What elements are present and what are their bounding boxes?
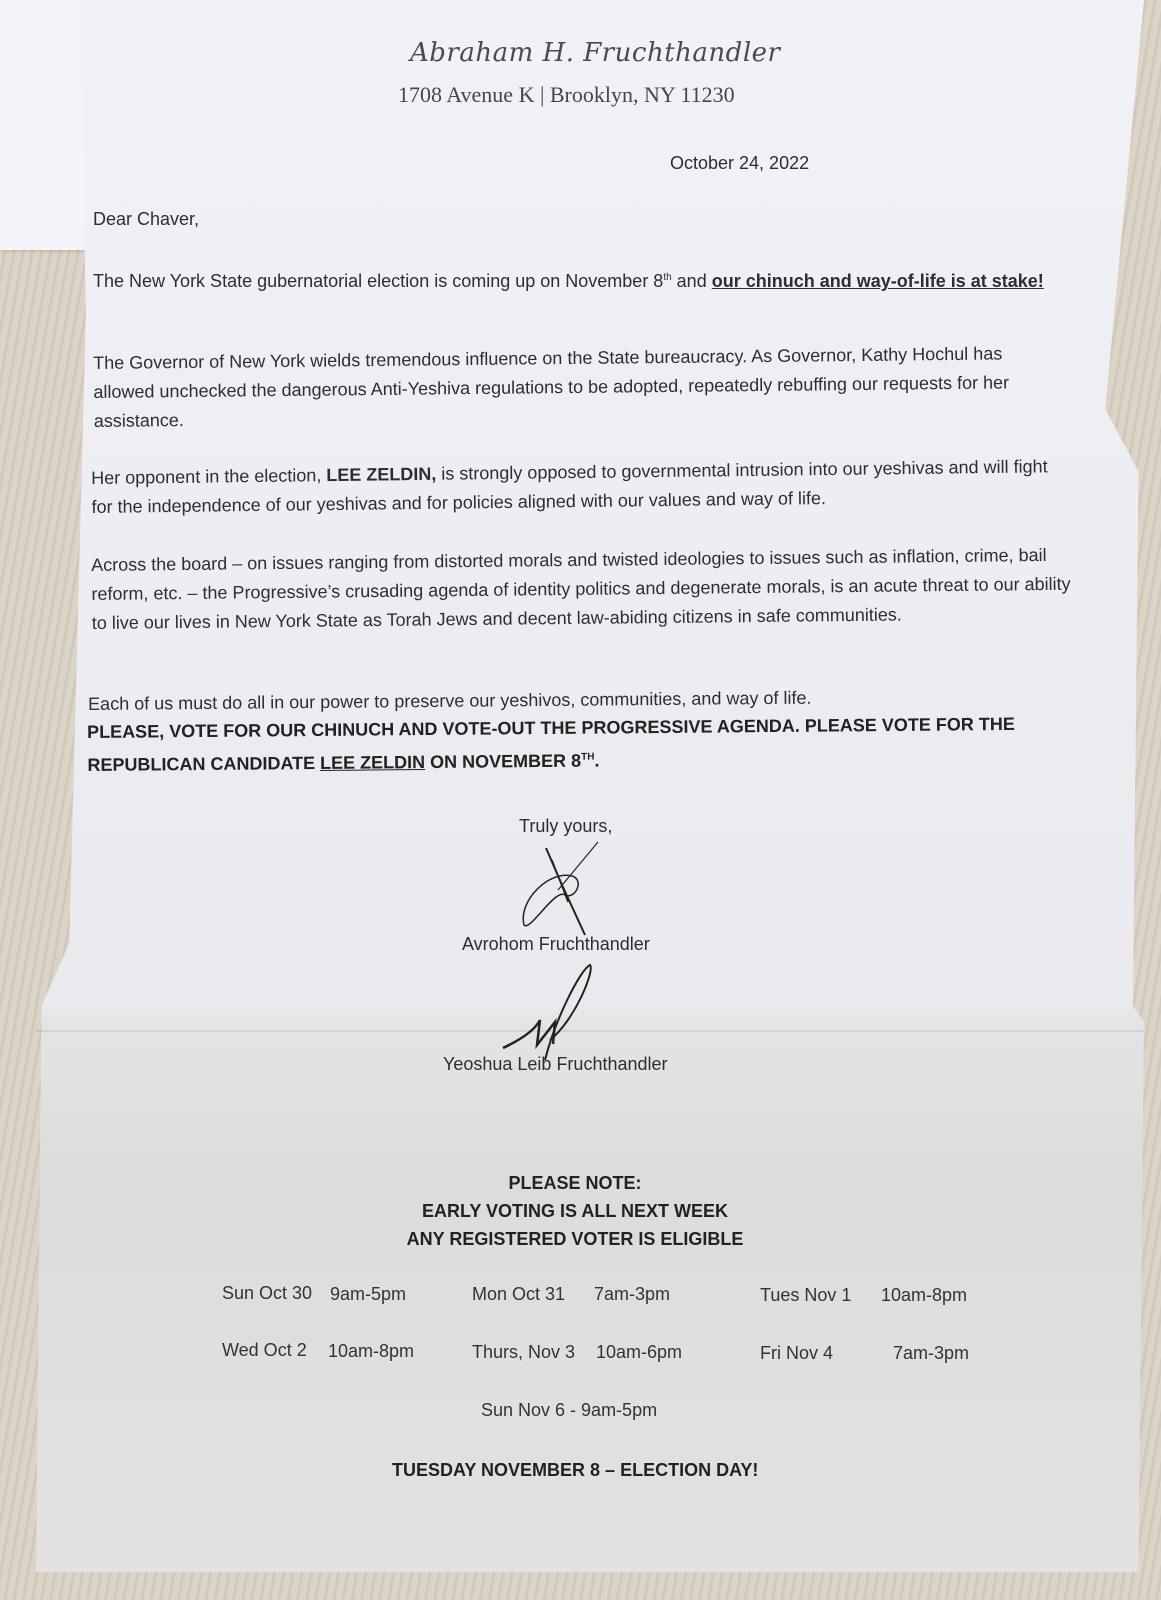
closing: Truly yours,: [519, 816, 613, 836]
p1-sup: th: [663, 272, 672, 283]
schedule-hours: 7am-3pm: [893, 1343, 970, 1363]
cta-sup: TH: [581, 751, 595, 763]
note-early-voting: EARLY VOTING IS ALL NEXT WEEK: [421, 1201, 729, 1221]
cta-end: .: [594, 750, 600, 771]
paragraph-election: [93, 263, 1058, 296]
p1-emphasis: our chinuch and way-of-life is at stake!: [711, 271, 1044, 291]
candidate-name-bold: LEE ZELDIN,: [326, 463, 437, 486]
signatory-2-name: Yeoshua Leib Fruchthandler: [443, 1054, 668, 1074]
paragraph-preserve: Each of us must do all in our power to preserve our yeshivos, communities, and way of life.: [88, 687, 812, 714]
schedule-hours: 10am-6pm: [596, 1342, 683, 1362]
schedule-day: Sun Oct 30: [222, 1283, 313, 1303]
schedule-final-sunday: Sun Nov 6 - 9am-5pm: [481, 1400, 658, 1420]
signatory-1-name: Avrohom Fruchthandler: [462, 934, 650, 954]
election-day-banner: TUESDAY NOVEMBER 8 – ELECTION DAY!: [392, 1460, 759, 1480]
schedule-day: Wed Oct 2: [222, 1340, 307, 1360]
letterhead-address: 1708 Avenue K | Brooklyn, NY 11230: [398, 82, 735, 107]
note-title: PLEASE NOTE:: [508, 1173, 642, 1193]
schedule-hours: 10am-8pm: [328, 1341, 415, 1361]
letter-date: October 24, 2022: [670, 153, 810, 173]
schedule-day: Mon Oct 31: [472, 1284, 566, 1304]
salutation: Dear Chaver,: [93, 209, 200, 229]
schedule-day: Fri Nov 4: [760, 1343, 834, 1363]
envelope-corner: [0, 0, 90, 250]
p3-after: is strongly opposed to governmental intrusion into our yeshivas and will fight for the independence of our yeshivas and for policies aligned with our values and way of life.: [91, 456, 1048, 517]
paragraph-opponent: [91, 452, 1074, 522]
letter-paper: [36, 0, 1144, 1572]
p3-before: Her opponent in the election,: [91, 465, 327, 488]
schedule-day: Thurs, Nov 3: [472, 1342, 576, 1362]
letterhead-name: Abraham H. Fruchthandler: [410, 38, 781, 68]
schedule-hours: 9am-5pm: [330, 1284, 407, 1304]
schedule-hours: 10am-8pm: [881, 1285, 968, 1305]
p1-text-after: and: [671, 271, 712, 291]
paragraph-governor: The Governor of New York wields tremendous influence on the State bureaucracy. As Governor, Kathy Hochul has allowed unchecked the dangerous Anti-Yeshiva regulations to be adopted, repeatedly rebuffing our requests for her assistance.: [93, 343, 1010, 431]
schedule-day: Tues Nov 1: [760, 1285, 852, 1305]
schedule-hours: 7am-3pm: [594, 1284, 671, 1304]
cta-before: PLEASE, VOTE FOR OUR CHINUCH AND VOTE-OUT THE PROGRESSIVE AGENDA. PLEASE VOTE FOR THE REPUBLICAN CANDIDATE: [87, 713, 1015, 775]
p1-text: The New York State gubernatorial election is coming up on November 8: [93, 271, 664, 291]
paragraph-progressive: Across the board – on issues ranging from distorted morals and twisted ideologies to issues such as inflation, crime, bail reform, etc. – the Progressive’s crusading agenda of identity politics and degenerate morals, is an acute threat to our ability to live our lives in New York State as Torah Jews and decent law-abiding citizens in safe communities.: [91, 544, 1071, 633]
cta-candidate: LEE ZELDIN: [319, 752, 426, 773]
cta-after: ON NOVEMBER 8: [425, 750, 582, 773]
call-to-action: [87, 708, 1078, 780]
note-eligibility: ANY REGISTERED VOTER IS ELIGIBLE: [406, 1229, 744, 1249]
